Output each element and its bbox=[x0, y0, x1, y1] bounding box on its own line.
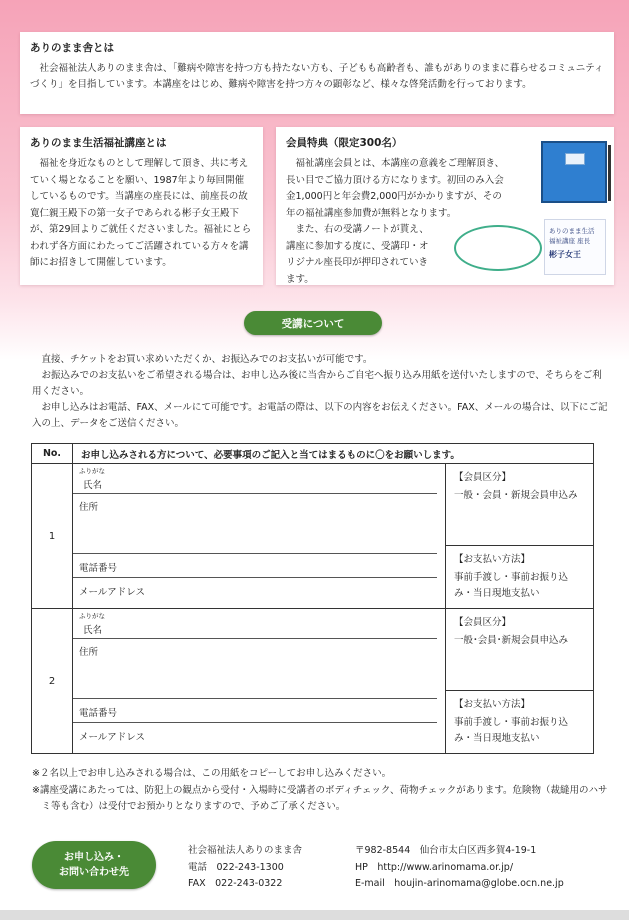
col-no-header: No. bbox=[32, 444, 73, 464]
email-address-link[interactable]: E-mail houjin-arinomama@globe.ocn.ne.jp bbox=[355, 878, 564, 889]
course-box bbox=[20, 127, 263, 285]
member-type-options: 一般・会員・新規会員申込み bbox=[454, 490, 578, 501]
application-form-table bbox=[31, 443, 594, 754]
about-body: 社会福祉法人ありのまま舎は、「難病や障害を持つ方も持たない方も、子どもも高齢者も、誰もがありのままに暮らせるコミュニティづくり」を目指しています。本講座をはじめ、難病や障害を持つ方々の顕彰など、様々な啓発活動を行っております。 bbox=[30, 63, 604, 90]
email-label: メールアドレス bbox=[79, 732, 146, 743]
benefit-body-2: また、右の受講ノートが貰え、講座に参加する度に、受講印・オリジナル座長印が押印されていきます。 bbox=[286, 224, 429, 285]
address-label: 住所 bbox=[79, 647, 99, 658]
applicant-number: 1 bbox=[32, 464, 73, 609]
course-title: ありのまま生活福祉講座とは bbox=[30, 137, 167, 149]
name-field[interactable] bbox=[73, 609, 437, 639]
notes bbox=[32, 766, 610, 816]
payment-method-heading: 【お支払い方法】 bbox=[454, 699, 531, 710]
contact-label bbox=[32, 841, 156, 889]
course-body: 福祉を身近なものとして理解して頂き、共に考えていく場となることを願い、1987年より毎回開催しているものです。当講座の座長には、前座長の故寛仁親王殿下の第一女子であられる彬子女王殿下が、第29回よりご就任くださいました。福祉にとらわれず各方面にわたってご活躍されている方々を講師にお招きして開催しています。 bbox=[30, 158, 252, 268]
email-field[interactable] bbox=[73, 723, 437, 749]
form-header-row bbox=[32, 444, 594, 464]
seal-line-2: 福祉講座 座長 bbox=[549, 237, 591, 245]
furigana-label: ふりがな bbox=[79, 467, 105, 475]
homepage-link[interactable]: HP http://www.arinomama.or.jp/ bbox=[355, 861, 514, 873]
about-box bbox=[20, 32, 614, 114]
applicant-options bbox=[446, 609, 594, 754]
payment-method-block[interactable] bbox=[446, 691, 593, 753]
attend-paragraph-2: お振込みでのお支払いをご希望される場合は、お申し込み後に当舎からご自宅へ振り込み用紙を送付いたしますので、そちらをご利用ください。 bbox=[32, 370, 602, 397]
applicant-row-1 bbox=[32, 464, 594, 609]
about-title: ありのまま舎とは bbox=[30, 42, 114, 54]
col-instruction-header: お申し込みされる方について、必要事項のご記入と当てはまるものに〇をお願いします。 bbox=[73, 444, 594, 464]
member-type-block[interactable] bbox=[446, 464, 593, 546]
org-name: 社会福祉法人ありのまま舎 bbox=[188, 845, 303, 856]
contact-label-line-1: お申し込み・ bbox=[64, 852, 124, 863]
address-field[interactable] bbox=[73, 639, 437, 699]
benefit-box bbox=[276, 127, 614, 285]
name-field[interactable] bbox=[73, 464, 437, 494]
footer-bar bbox=[0, 910, 629, 920]
note-copy-form: ※２名以上でお申し込みされる場合は、この用紙をコピーしてお申し込みください。 bbox=[32, 768, 392, 779]
chair-seal-image bbox=[544, 219, 606, 275]
phone-field[interactable] bbox=[73, 554, 437, 578]
contact-org-block bbox=[188, 843, 302, 893]
address-field[interactable] bbox=[73, 494, 437, 554]
benefit-body-1: 福祉講座会員とは、本講座の意義をご理解頂き、長い目でご協力頂ける方になります。初回のみ入会金1,000円と年会費2,000円がかかりますが、その年の福祉講座参加費が無料となります。 bbox=[286, 158, 505, 219]
attendance-stamp-image bbox=[454, 225, 542, 271]
phone-field[interactable] bbox=[73, 699, 437, 723]
member-type-heading: 【会員区分】 bbox=[454, 472, 512, 483]
applicant-fields bbox=[73, 464, 446, 609]
phone-label: 電話番号 bbox=[79, 563, 118, 574]
attend-section-label: 受講について bbox=[244, 311, 382, 335]
applicant-options bbox=[446, 464, 594, 609]
seal-line-1: ありのまま生活 bbox=[549, 227, 595, 235]
name-label: 氏名 bbox=[83, 480, 103, 491]
applicant-fields bbox=[73, 609, 446, 754]
attend-intro bbox=[32, 352, 610, 432]
member-type-heading: 【会員区分】 bbox=[454, 617, 512, 628]
payment-method-options: 事前手渡し・事前お振り込み・当日現地支払い bbox=[454, 717, 569, 744]
name-label: 氏名 bbox=[83, 625, 103, 636]
notebook-image bbox=[541, 141, 607, 203]
payment-method-options: 事前手渡し・事前お振り込み・当日現地支払い bbox=[454, 572, 569, 599]
address-label: 住所 bbox=[79, 502, 99, 513]
note-security-check: ※講座受講にあたっては、防犯上の観点から受付・入場時に受講者のボディチェック、荷物チェックがあります。危険物（裁縫用のハサミ等も含む）は受付でお預かりとなりますので、予めご了承ください。 bbox=[32, 784, 608, 812]
payment-method-block[interactable] bbox=[446, 546, 593, 608]
org-phone: 電話 022-243-1300 bbox=[188, 861, 284, 873]
email-label: メールアドレス bbox=[79, 587, 146, 598]
attend-paragraph-1: 直接、チケットをお買い求めいただくか、お振込みでのお支払いが可能です。 bbox=[41, 354, 373, 365]
phone-label: 電話番号 bbox=[79, 708, 118, 719]
member-type-options: 一般･会員･新規会員申込み bbox=[454, 635, 569, 646]
postal-address: 〒982-8544 仙台市太白区西多賀4-19-1 bbox=[355, 845, 537, 856]
org-fax: FAX 022-243-0322 bbox=[188, 878, 283, 889]
furigana-label: ふりがな bbox=[79, 612, 105, 620]
applicant-number: 2 bbox=[32, 609, 73, 754]
payment-method-heading: 【お支払い方法】 bbox=[454, 554, 531, 565]
member-type-block[interactable] bbox=[446, 609, 593, 691]
benefit-title: 会員特典（限定300名） bbox=[286, 137, 403, 149]
attend-paragraph-3: お申し込みはお電話、FAX、メールにて可能です。お電話の際は、以下の内容をお伝えください。FAX、メールの場合は、以下にご記入の上、データをご送信ください。 bbox=[32, 402, 608, 429]
contact-address-block bbox=[355, 843, 564, 893]
email-field[interactable] bbox=[73, 578, 437, 604]
applicant-row-2 bbox=[32, 609, 594, 754]
contact-label-line-2: お問い合わせ先 bbox=[59, 867, 129, 878]
seal-name: 彬子女王 bbox=[549, 250, 581, 259]
